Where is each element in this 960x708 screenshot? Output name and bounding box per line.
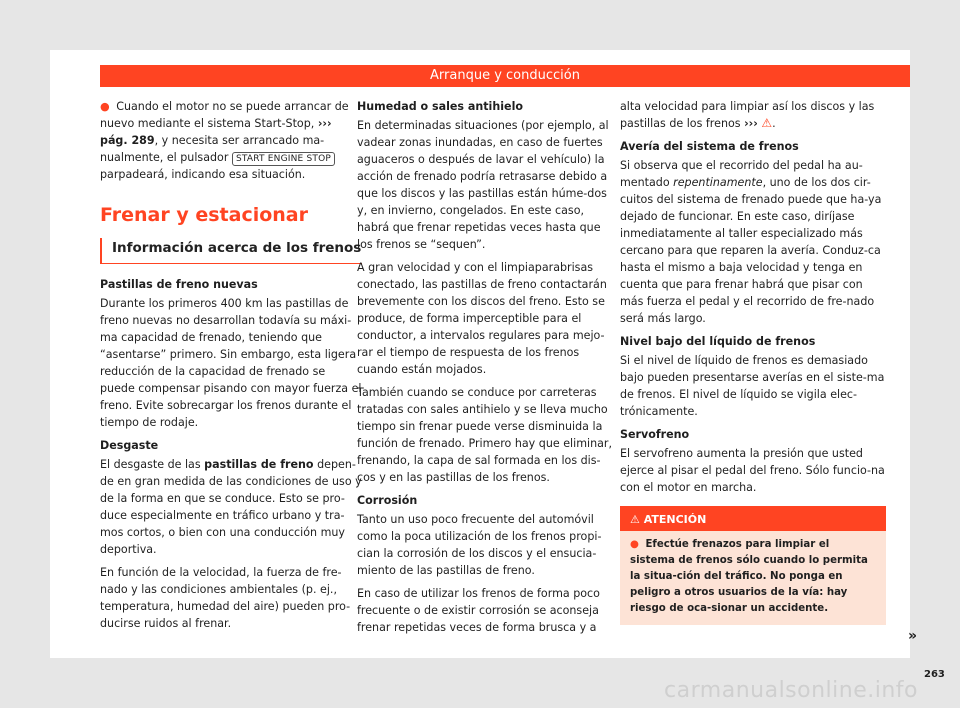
paragraph-corrosion-1: Tanto un uso poco frecuente del automóvil como la poca utilización de los frenos propi-cian la corrosión de los discos y el ensucia-miento de las pastillas de freno.	[357, 513, 602, 577]
bullet-icon: ●	[630, 539, 639, 550]
section-title: Frenar y estacionar	[100, 204, 308, 226]
warning-triangle-icon: ⚠	[630, 513, 640, 526]
paragraph-brake-fault: Si observa que el recorrido del pedal ha au-mentado repentinamente, uno de los dos cir-cuitos del sistema de frenado puede que ha-ya dejado de funcionar. En este caso, diríjase inmediatamente al taller especializado más cercano para que reparen la avería. Conduz-ca hasta el mismo a baja velocidad y tenga en cuenta que para frenar habrá que pisar con más fuerza el pedal y el recorrido de fre-nado será más largo.	[620, 159, 882, 325]
paragraph-new-pads: Durante los primeros 400 km las pastillas de freno nuevas no desarrollan todavía su máxi-ma capacidad de frenado, teniendo que “asentarse” primero. Sin embargo, esta ligera reducción de la capacidad de frenado se puede compensar pisando con mayor fuerza el freno. Evite sobrecargar los frenos durante el tiempo de rodaje.	[100, 297, 362, 429]
manual-page	[50, 50, 945, 680]
column-left	[100, 98, 362, 638]
paragraph-noise: En función de la velocidad, la fuerza de fre-nado y las condiciones ambientales (p. ej., temperatura, humedad del aire) pueden pro-ducirse ruidos al frenar.	[100, 566, 351, 630]
attention-header: ⚠ ATENCIÓN	[620, 508, 886, 531]
heading-servo: Servofreno	[620, 428, 690, 441]
warning-reference[interactable]: ›››	[744, 117, 758, 130]
paragraph-humidity-3: También cuando se conduce por carreteras tratadas con sales antihielo y se lleva mucho tiempo sin frenar puede verse disminuida la función de frenado. Primero hay que eliminar, frenando, la capa de sal formada en los dis-cos y en las pastillas de los frenos.	[357, 386, 612, 484]
bullet-icon: ●	[100, 100, 110, 113]
subsection-title: Información acerca de los frenos	[100, 238, 362, 264]
warning-triangle-icon: ⚠	[761, 116, 773, 130]
heading-brake-fault: Avería del sistema de frenos	[620, 140, 799, 153]
column-right	[620, 98, 886, 625]
attention-box	[620, 506, 886, 625]
heading-corrosion: Corrosión	[357, 494, 418, 507]
heading-new-pads: Pastillas de freno nuevas	[100, 278, 258, 291]
column-middle	[357, 98, 619, 642]
continue-arrow-icon: »	[908, 628, 918, 644]
chapter-header: Arranque y conducción	[100, 65, 910, 87]
paragraph-humidity-1: En determinadas situaciones (por ejemplo, al vadear zonas inundadas, en caso de fuertes aguaceros o después de lavar el vehículo) la acción de frenado podría retrasarse debido a que los discos y las pastillas están húme-dos y, en invierno, congelados. En este caso, habrá que frenar repetidas veces hasta que los frenos se “sequen”.	[357, 119, 609, 251]
paragraph-fluid-level: Si el nivel de líquido de frenos es demasiado bajo pueden presentarse averías en el siste-ma de frenos. El nivel de líquido se vigila elec-trónicamente.	[620, 354, 885, 418]
heading-wear: Desgaste	[100, 439, 159, 452]
watermark: carmanualsonline.info	[664, 678, 918, 703]
heading-fluid-level: Nivel bajo del líquido de frenos	[620, 335, 816, 348]
paragraph-corrosion-2: En caso de utilizar los frenos de forma poco frecuente o de existir corrosión se aconseja frenar repetidas veces de forma brusca y a	[357, 587, 600, 634]
attention-body: ● Efectúe frenazos para limpiar el sistema de frenos sólo cuando lo permita la situa-ción del tráfico. No ponga en peligro a otros usuarios de la vía: hay riesgo de oca-sionar un accidente.	[630, 539, 868, 614]
paragraph-continued: alta velocidad para limpiar así los discos y las pastillas de los frenos ››› ⚠.	[620, 100, 875, 130]
paragraph-humidity-2: A gran velocidad y con el limpiaparabrisas conectado, las pastillas de freno contactarán brevemente con los discos del freno. Esto se produce, de forma imperceptible para el conductor, a intervalos regulares para mejo-rar el tiempo de respuesta de los frenos cuando están mojados.	[357, 261, 607, 376]
paragraph-wear: El desgaste de las pastillas de freno depen-de en gran medida de las condiciones de uso y de la forma en que se conduce. Esto se pro-duce especialmente en tráfico urbano y tra-mos cortos, o bien con una conducción muy deportiva.	[100, 458, 362, 556]
start-engine-stop-key: START ENGINE STOP	[232, 152, 335, 166]
paragraph-servo: El servofreno aumenta la presión que usted ejerce al pisar el pedal del freno. Sólo funcio-na con el motor en marcha.	[620, 447, 885, 494]
heading-humidity: Humedad o sales antihielo	[357, 100, 523, 113]
intro-paragraph: ● Cuando el motor no se puede arrancar de nuevo mediante el sistema Start-Stop, ››› pág. 289, y necesita ser arrancado ma-nualmente, el pulsador START ENGINE STOP parpadeará, indicando esa situación.	[100, 100, 349, 181]
page-reference[interactable]: ››› pág. 289	[100, 117, 332, 147]
page-number: 263	[924, 669, 945, 680]
